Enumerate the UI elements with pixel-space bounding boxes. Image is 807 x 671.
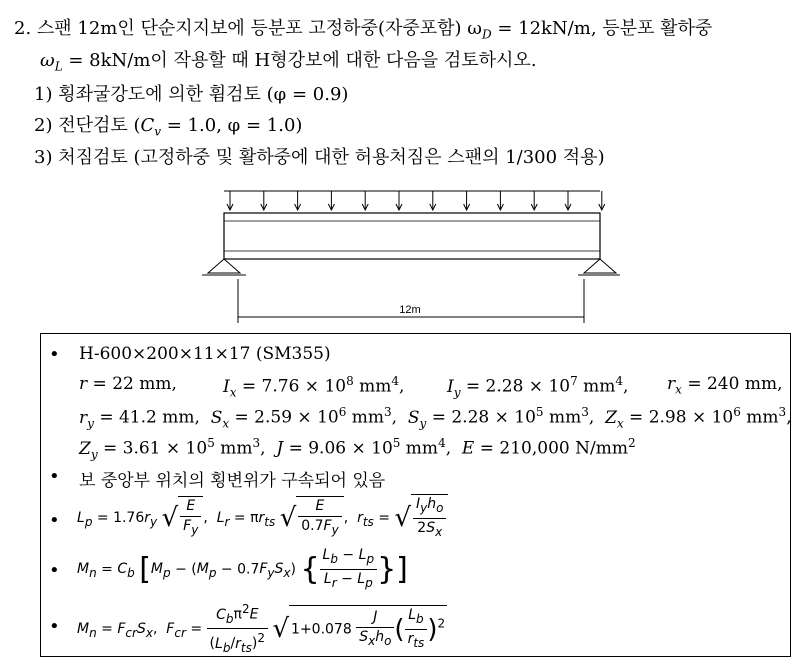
props-row-2: $r_y = 41.2$ mm, $S_x = 2.59 \times 10^6$ $mm^3$, $S_y = 2.28 \times 10^5$ $mm^3$, $Z_x = 2.98 \times 10^6$ $mm^3$, — [79, 405, 792, 431]
problem-line-2: $\omega_L = 8kN/m$이 작용할 때 H형강보에 대한 다음을 검토하시오. — [40, 50, 537, 74]
section-properties-box: • H-600×200×11×17 (SM355) r = 22 mm, $I_x = 7.76 \times 10^8$ $mm^4$, $I_y = 2.28 \times 10^7$ $mm^4$, $r_x = 240$ mm, $r_y = 41.2$ mm, $S_x = 2.59 \times 10^6$ $mm^3$, $S_y = 2.28 \times 10^5$ $mm^3$, $Z_x = 2.98 \times 10^6$ $mm^3$, $Z_y = 3.61 \times 10^5$ $mm^3$, $J = 9.06 \times 10^5$ $mm^4$, E = 210,000 $N/mm^2$ • 보 중앙부 위치의 횡변위가 구속되어 있음 • $L_p = 1.76r_y$ √ $\frac{E}{F_y}$ , $L_r = \pi r_{ts}$ √ $\frac{E}{0.7F_y}$ , $r_{ts}$ = √ $\frac{I_yh_o}{2S_x}$ • $M_n = C_b$ [$M_p - (M_p - 0.7F_yS_x)$ { $\frac{L_b - L_p}{L_r - L_p}$ }] • $M_n = F_{cr}S_x$, $F_{cr}$ = $\frac{C_b\pi^2E}{(L_b/r_{ts})^2}$ √ 1+0.078 $\frac{J}{S_xh_o}$ ( $\frac{L_b}{r_{ts}}$ )$^2$ — [40, 333, 791, 657]
formula-lp-lr-rts: $L_p = 1.76r_y$ √ $\frac{E}{F_y}$ , $L_r = \pi r_{ts}$ √ $\frac{E}{0.7F_y}$ , $r_{ts}$ = √ $\frac{I_yh_o}{2S_x}$ — [77, 494, 448, 542]
props-row-3: $Z_y = 3.61 \times 10^5$ $mm^3$, $J = 9.06 \times 10^5$ $mm^4$, E = 210,000 $N/mm^2$ — [79, 436, 636, 462]
bracing-note: 보 중앙부 위치의 횡변위가 구속되어 있음 — [79, 471, 386, 491]
section-designation: H-600×200×11×17 (SM355) — [79, 344, 331, 364]
beam-body — [224, 213, 600, 259]
problem-line-1: 2. 스팬 12m인 단순지지보에 등분포 고정하중(자중포함) $\omega_D = 12kN/m$, 등분포 활하중 — [14, 18, 713, 42]
formula-mn-inelastic: $M_n = C_b$ [$M_p - (M_p - 0.7F_yS_x)$ { $\frac{L_b - L_p}{L_r - L_p}$ }] — [77, 547, 408, 590]
formula-mn-elastic: $M_n = F_{cr}S_x$, $F_{cr}$ = $\frac{C_b\pi^2E}{(L_b/r_{ts})^2}$ √ 1+0.078 $\frac{J}{S_xh_o}$ ( $\frac{L_b}{r_{ts}}$ )$^2$ — [77, 602, 446, 655]
problem-item-2: 2) 전단검토 ($C_v = 1.0$, φ = 1.0) — [34, 115, 303, 139]
problem-item-1: 1) 횡좌굴강도에 의한 휨검토 (φ = 0.9) — [34, 84, 349, 105]
span-label: 12m — [399, 304, 421, 316]
problem-item-3: 3) 처짐검토 (고정하중 및 활하중에 대한 허용처짐은 스팬의 1/300 적용) — [34, 147, 605, 168]
right-support-icon — [584, 259, 616, 273]
props-row-1: r = 22 mm, $I_x = 7.76 \times 10^8$ $mm^4$, $I_y = 2.28 \times 10^7$ $mm^4$, $r_x = 240$ mm, — [79, 374, 783, 400]
left-support-icon — [208, 259, 240, 273]
beam-diagram — [200, 185, 620, 325]
